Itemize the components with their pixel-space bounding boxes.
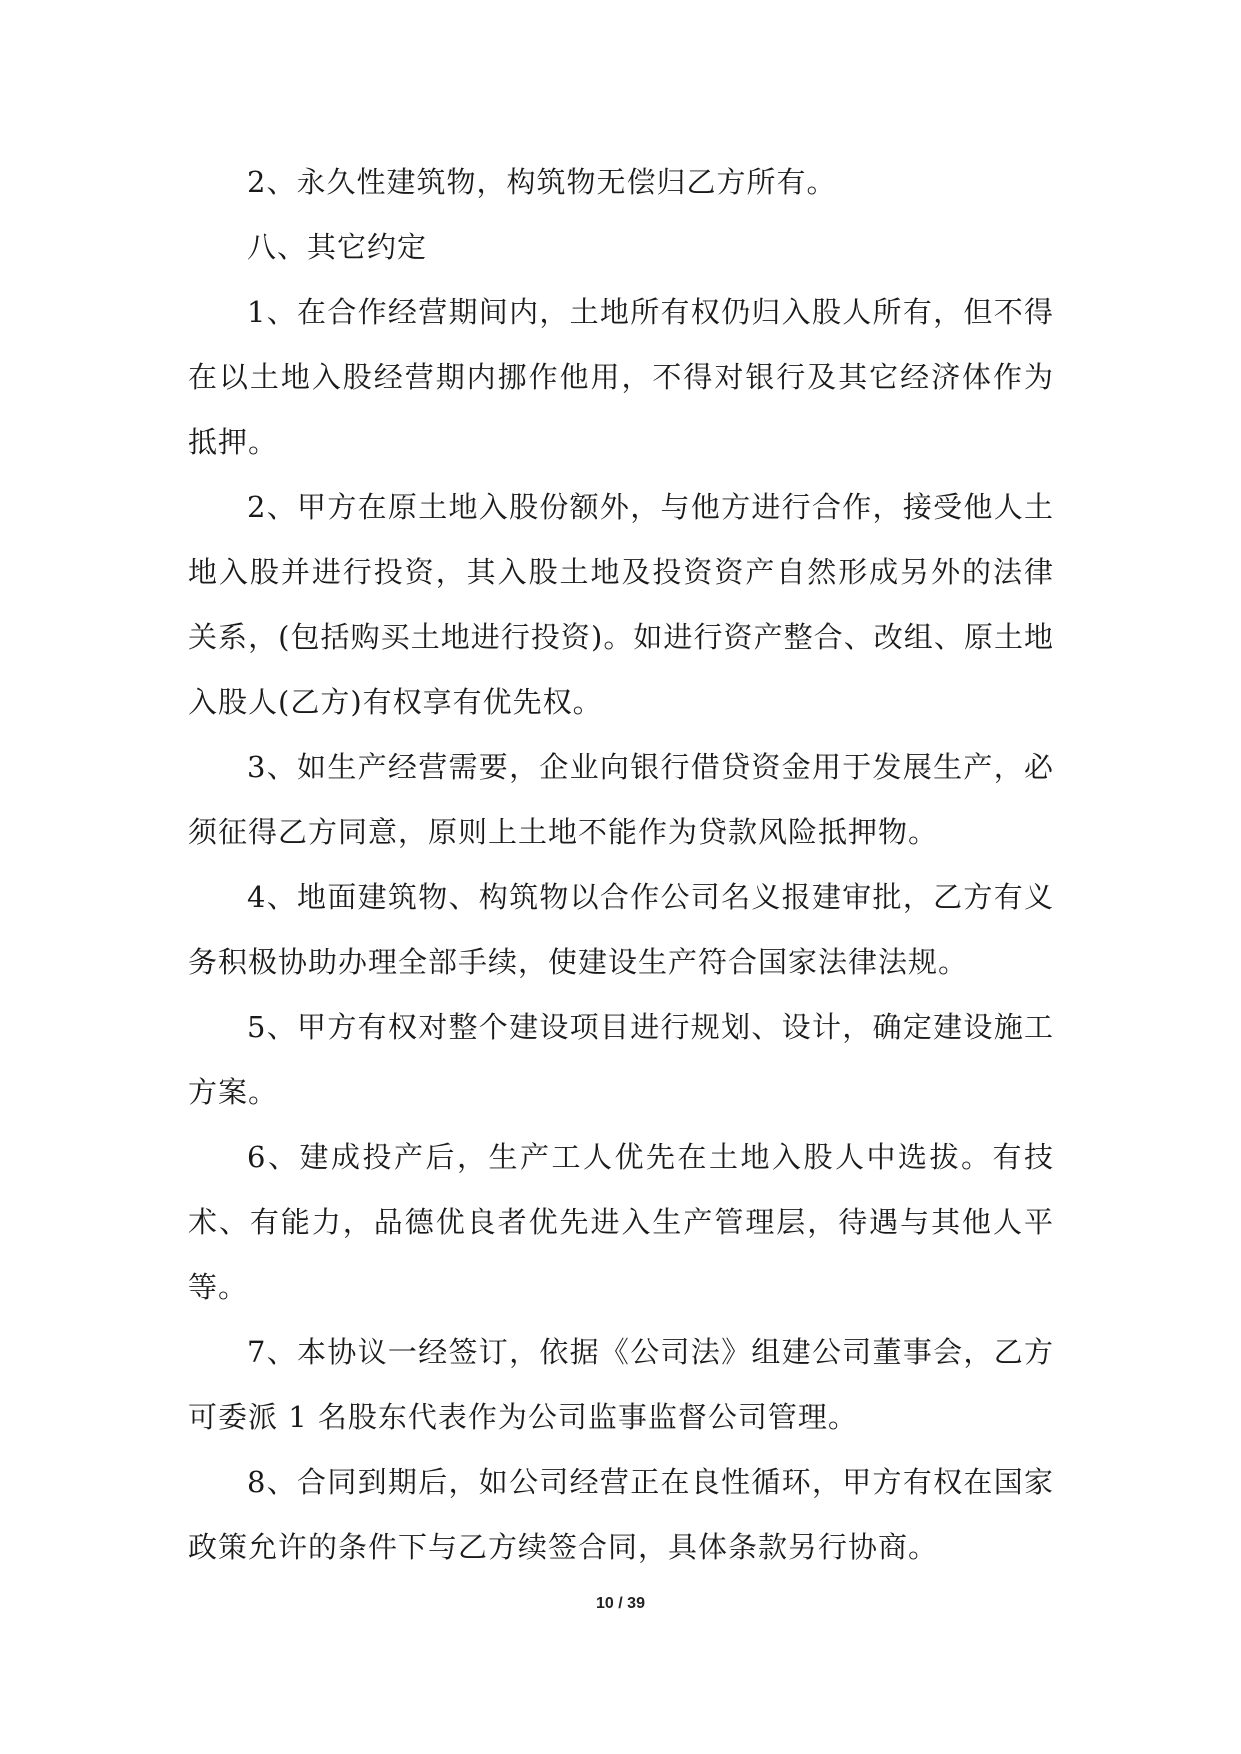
paragraph-clause-2-permanent-buildings: 2、永久性建筑物，构筑物无偿归乙方所有。: [247, 165, 837, 199]
paragraph-clause-8-contract-renewal: 8、合同到期后，如公司经营正在良性循环，甲方有权在国家政策允许的条件下与乙方续签合同，具体条款另行协商。: [188, 1465, 1054, 1564]
paragraph-clause-3-bank-loans: 3、如生产经营需要，企业向银行借贷资金用于发展生产，必须征得乙方同意，原则上土地不能作为贷款风险抵押物。: [188, 750, 1054, 849]
page-number: 10 / 39: [596, 1595, 645, 1612]
section-heading-other-agreements: 八、其它约定: [247, 230, 428, 264]
paragraph-clause-6-worker-selection: 6、建成投产后，生产工人优先在土地入股人中选拔。有技术、有能力，品德优良者优先进入生产管理层，待遇与其他人平等。: [188, 1140, 1054, 1304]
document-body: [188, 150, 1054, 1580]
paragraph-clause-2-cooperation: 2、甲方在原土地入股份额外，与他方进行合作，接受他人土地入股并进行投资，其入股土地及投资资产自然形成另外的法律关系，(包括购买土地进行投资)。如进行资产整合、改组、原土地入股人(乙方)有权享有优先权。: [188, 490, 1054, 719]
paragraph-clause-1-land-ownership: 1、在合作经营期间内，土地所有权仍归入股人所有，但不得在以土地入股经营期内挪作他用，不得对银行及其它经济体作为抵押。: [188, 295, 1054, 459]
paragraph-clause-7-board-of-directors: 7、本协议一经签订，依据《公司法》组建公司董事会，乙方可委派 1 名股东代表作为公司监事监督公司管理。: [188, 1335, 1054, 1434]
paragraph-clause-4-construction-approval: 4、地面建筑物、构筑物以合作公司名义报建审批，乙方有义务积极协助办理全部手续，使建设生产符合国家法律法规。: [188, 880, 1054, 979]
paragraph-clause-5-project-planning: 5、甲方有权对整个建设项目进行规划、设计，确定建设施工方案。: [188, 1010, 1054, 1109]
